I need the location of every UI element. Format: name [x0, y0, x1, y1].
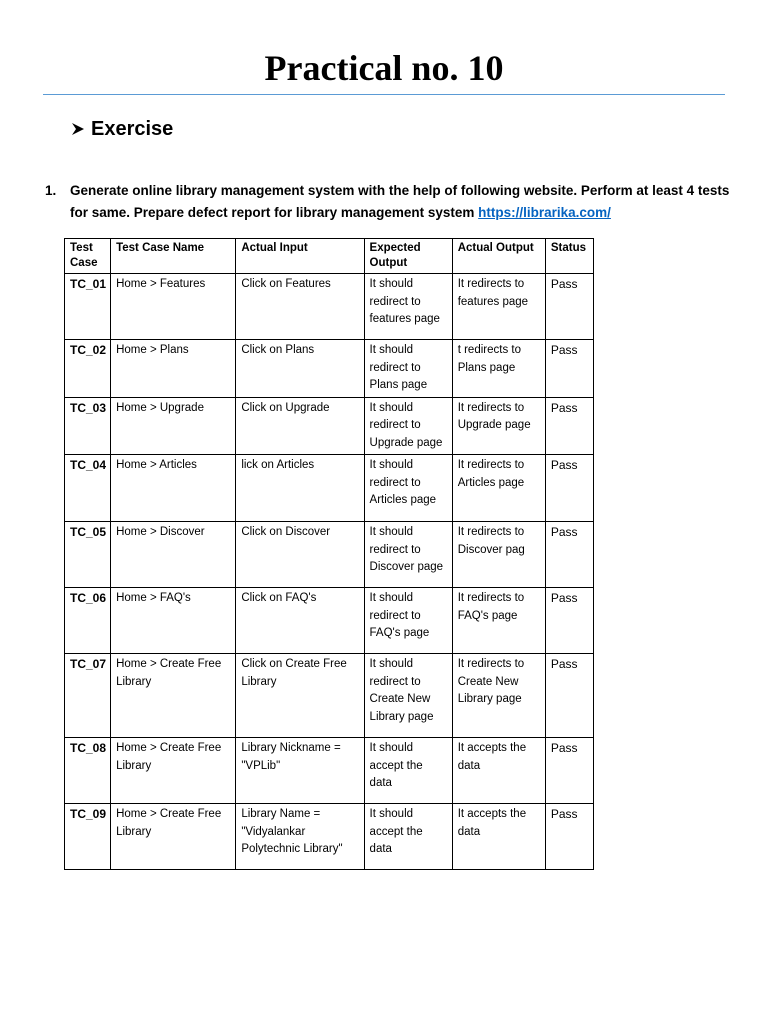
expected-output: It should redirect to features page: [364, 274, 452, 340]
actual-input: Click on Plans: [236, 340, 364, 398]
table-row: [65, 340, 594, 398]
test-case-id: TC_08: [65, 738, 111, 804]
expected-output: It should redirect to FAQ's page: [364, 588, 452, 654]
actual-output: It redirects to features page: [452, 274, 545, 340]
actual-input: Click on Features: [236, 274, 364, 340]
test-case-name: Home > Articles: [111, 455, 236, 522]
status: Pass: [545, 340, 593, 398]
test-case-name: Home > Create Free Library: [111, 654, 236, 738]
test-case-table: [64, 238, 594, 870]
actual-output: It redirects to Create New Library page: [452, 654, 545, 738]
table-row: [65, 804, 594, 870]
header-expected-output: Expected Output: [364, 239, 452, 274]
status: Pass: [545, 397, 593, 455]
actual-input: lick on Articles: [236, 455, 364, 522]
table-row: [65, 274, 594, 340]
arrow-bullet-icon: [70, 121, 86, 137]
test-case-name: Home > Create Free Library: [111, 804, 236, 870]
actual-output: It accepts the data: [452, 804, 545, 870]
expected-output: It should redirect to Plans page: [364, 340, 452, 398]
actual-input: Click on Discover: [236, 522, 364, 588]
header-test-case-name: Test Case Name: [111, 239, 236, 274]
status: Pass: [545, 804, 593, 870]
status: Pass: [545, 522, 593, 588]
test-case-id: TC_03: [65, 397, 111, 455]
table-row: [65, 397, 594, 455]
actual-input: Click on Upgrade: [236, 397, 364, 455]
question-text: Generate online library management system with the help of following website. Perform at least 4 tests for same. Prepare defect report for library management system: [70, 183, 730, 220]
test-case-id: TC_07: [65, 654, 111, 738]
table-row: [65, 654, 594, 738]
librarika-link[interactable]: https://librarika.com/: [478, 205, 611, 220]
actual-input: Library Name = "Vidyalankar Polytechnic Library": [236, 804, 364, 870]
actual-output: It accepts the data: [452, 738, 545, 804]
test-case-name: Home > Discover: [111, 522, 236, 588]
expected-output: It should accept the data: [364, 804, 452, 870]
test-case-id: TC_09: [65, 804, 111, 870]
test-case-name: Home > Create Free Library: [111, 738, 236, 804]
actual-input: Click on FAQ's: [236, 588, 364, 654]
header-test-case: Test Case: [65, 239, 111, 274]
test-case-id: TC_05: [65, 522, 111, 588]
table-row: [65, 738, 594, 804]
question-number: 1.: [45, 183, 57, 198]
status: Pass: [545, 738, 593, 804]
actual-output: It redirects to Upgrade page: [452, 397, 545, 455]
page-title: Practical no. 10: [264, 48, 504, 88]
test-case-id: TC_06: [65, 588, 111, 654]
actual-output: It redirects to Articles page: [452, 455, 545, 522]
actual-output: It redirects to Discover pag: [452, 522, 545, 588]
test-case-id: TC_04: [65, 455, 111, 522]
expected-output: It should redirect to Upgrade page: [364, 397, 452, 455]
table-row: [65, 522, 594, 588]
test-case-name: Home > FAQ's: [111, 588, 236, 654]
expected-output: It should redirect to Discover page: [364, 522, 452, 588]
table-row: [65, 455, 594, 522]
expected-output: It should redirect to Articles page: [364, 455, 452, 522]
title-underline: [43, 94, 725, 95]
table-row: [65, 588, 594, 654]
exercise-heading: [70, 116, 173, 142]
status: Pass: [545, 274, 593, 340]
exercise-heading-label: Exercise: [91, 118, 174, 140]
test-case-name: Home > Plans: [111, 340, 236, 398]
table-header-row: [65, 239, 594, 274]
question-text-block: [70, 180, 740, 224]
test-case-id: TC_02: [65, 340, 111, 398]
status: Pass: [545, 588, 593, 654]
header-actual-output: Actual Output: [452, 239, 545, 274]
expected-output: It should accept the data: [364, 738, 452, 804]
actual-input: Library Nickname = "VPLib": [236, 738, 364, 804]
header-actual-input: Actual Input: [236, 239, 364, 274]
header-status: Status: [545, 239, 593, 274]
status: Pass: [545, 455, 593, 522]
status: Pass: [545, 654, 593, 738]
test-case-name: Home > Upgrade: [111, 397, 236, 455]
actual-output: t redirects to Plans page: [452, 340, 545, 398]
test-case-id: TC_01: [65, 274, 111, 340]
test-case-name: Home > Features: [111, 274, 236, 340]
actual-input: Click on Create Free Library: [236, 654, 364, 738]
actual-output: It redirects to FAQ's page: [452, 588, 545, 654]
expected-output: It should redirect to Create New Library page: [364, 654, 452, 738]
